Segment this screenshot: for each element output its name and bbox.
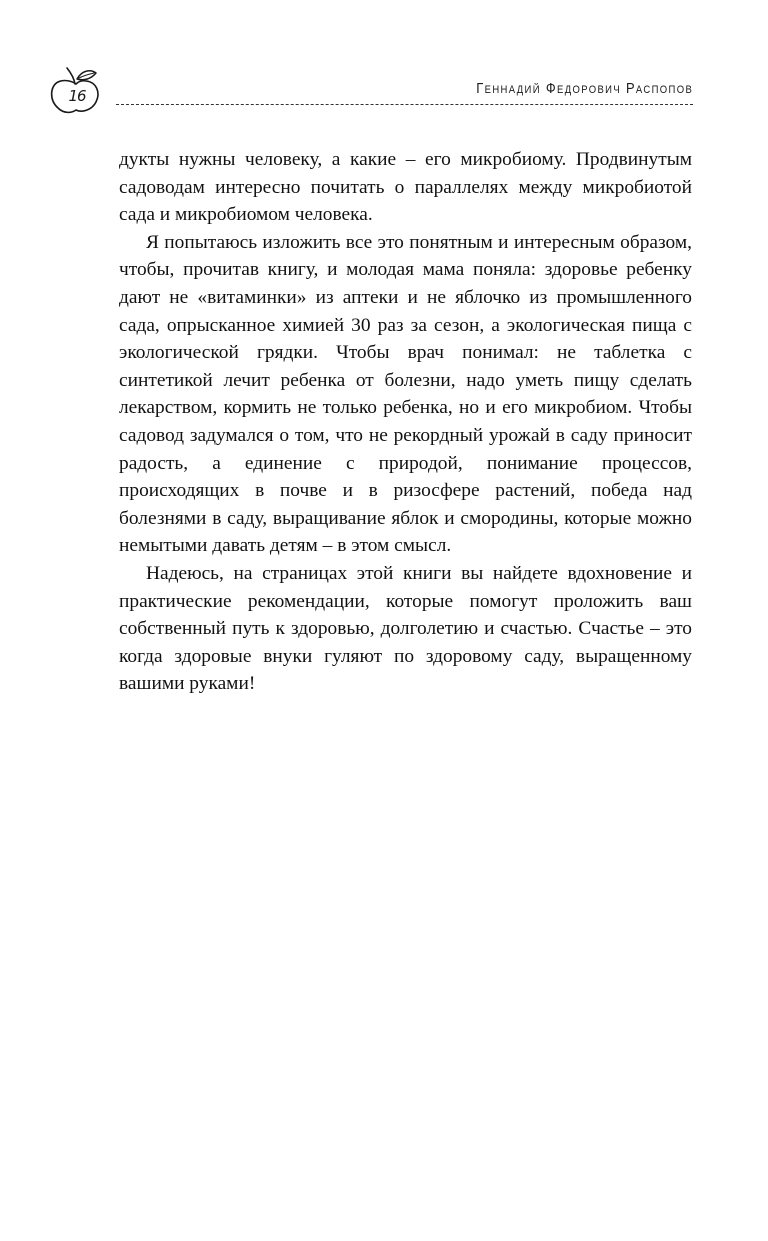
- running-header-author: Геннадий Федорович Распопов: [476, 80, 693, 97]
- paragraph: Я попытаюсь изложить все это понятным и интересным образом, чтобы, прочитав книгу, и молодая мама поняла: здоровье ребенку дают не «витаминки» из аптеки и не яблочко из промышленного сада, опрысканное химией 30 раз за сезон, а экологическая пища с экологической грядки. Чтобы врач понимал: не таблетка с синтетикой лечит ребенка от болезни, надо уметь пищу сделать лекарством, кормить не только ребенка, но и его микробиом. Чтобы садовод задумался о том, что не рекордный урожай в саду приносит радость, а единение с природой, понимание процессов, происходящих в почве и в ризосфере растений, победа над болезнями в саду, выращивание яблок и смородины, которые можно немытыми давать детям – в этом смысл.: [119, 231, 692, 557]
- body-text: [119, 146, 692, 698]
- paragraph: Надеюсь, на страницах этой книги вы найдете вдохновение и практические рекомендации, которые помогут проложить ваш собственный путь к здоровью, долголетию и счастью. Счастье – это когда здоровые внуки гуляют по здоровому саду, выращенному вашими руками!: [119, 562, 692, 695]
- page-number: 16: [68, 87, 86, 105]
- header-divider: [116, 104, 693, 105]
- paragraph-continued: дукты нужны человеку, а какие – его микробиому. Продвинутым садоводам интересно почитать о параллелях между микробиотой сада и микробиомом человека.: [119, 149, 692, 226]
- page-number-badge: [44, 64, 102, 116]
